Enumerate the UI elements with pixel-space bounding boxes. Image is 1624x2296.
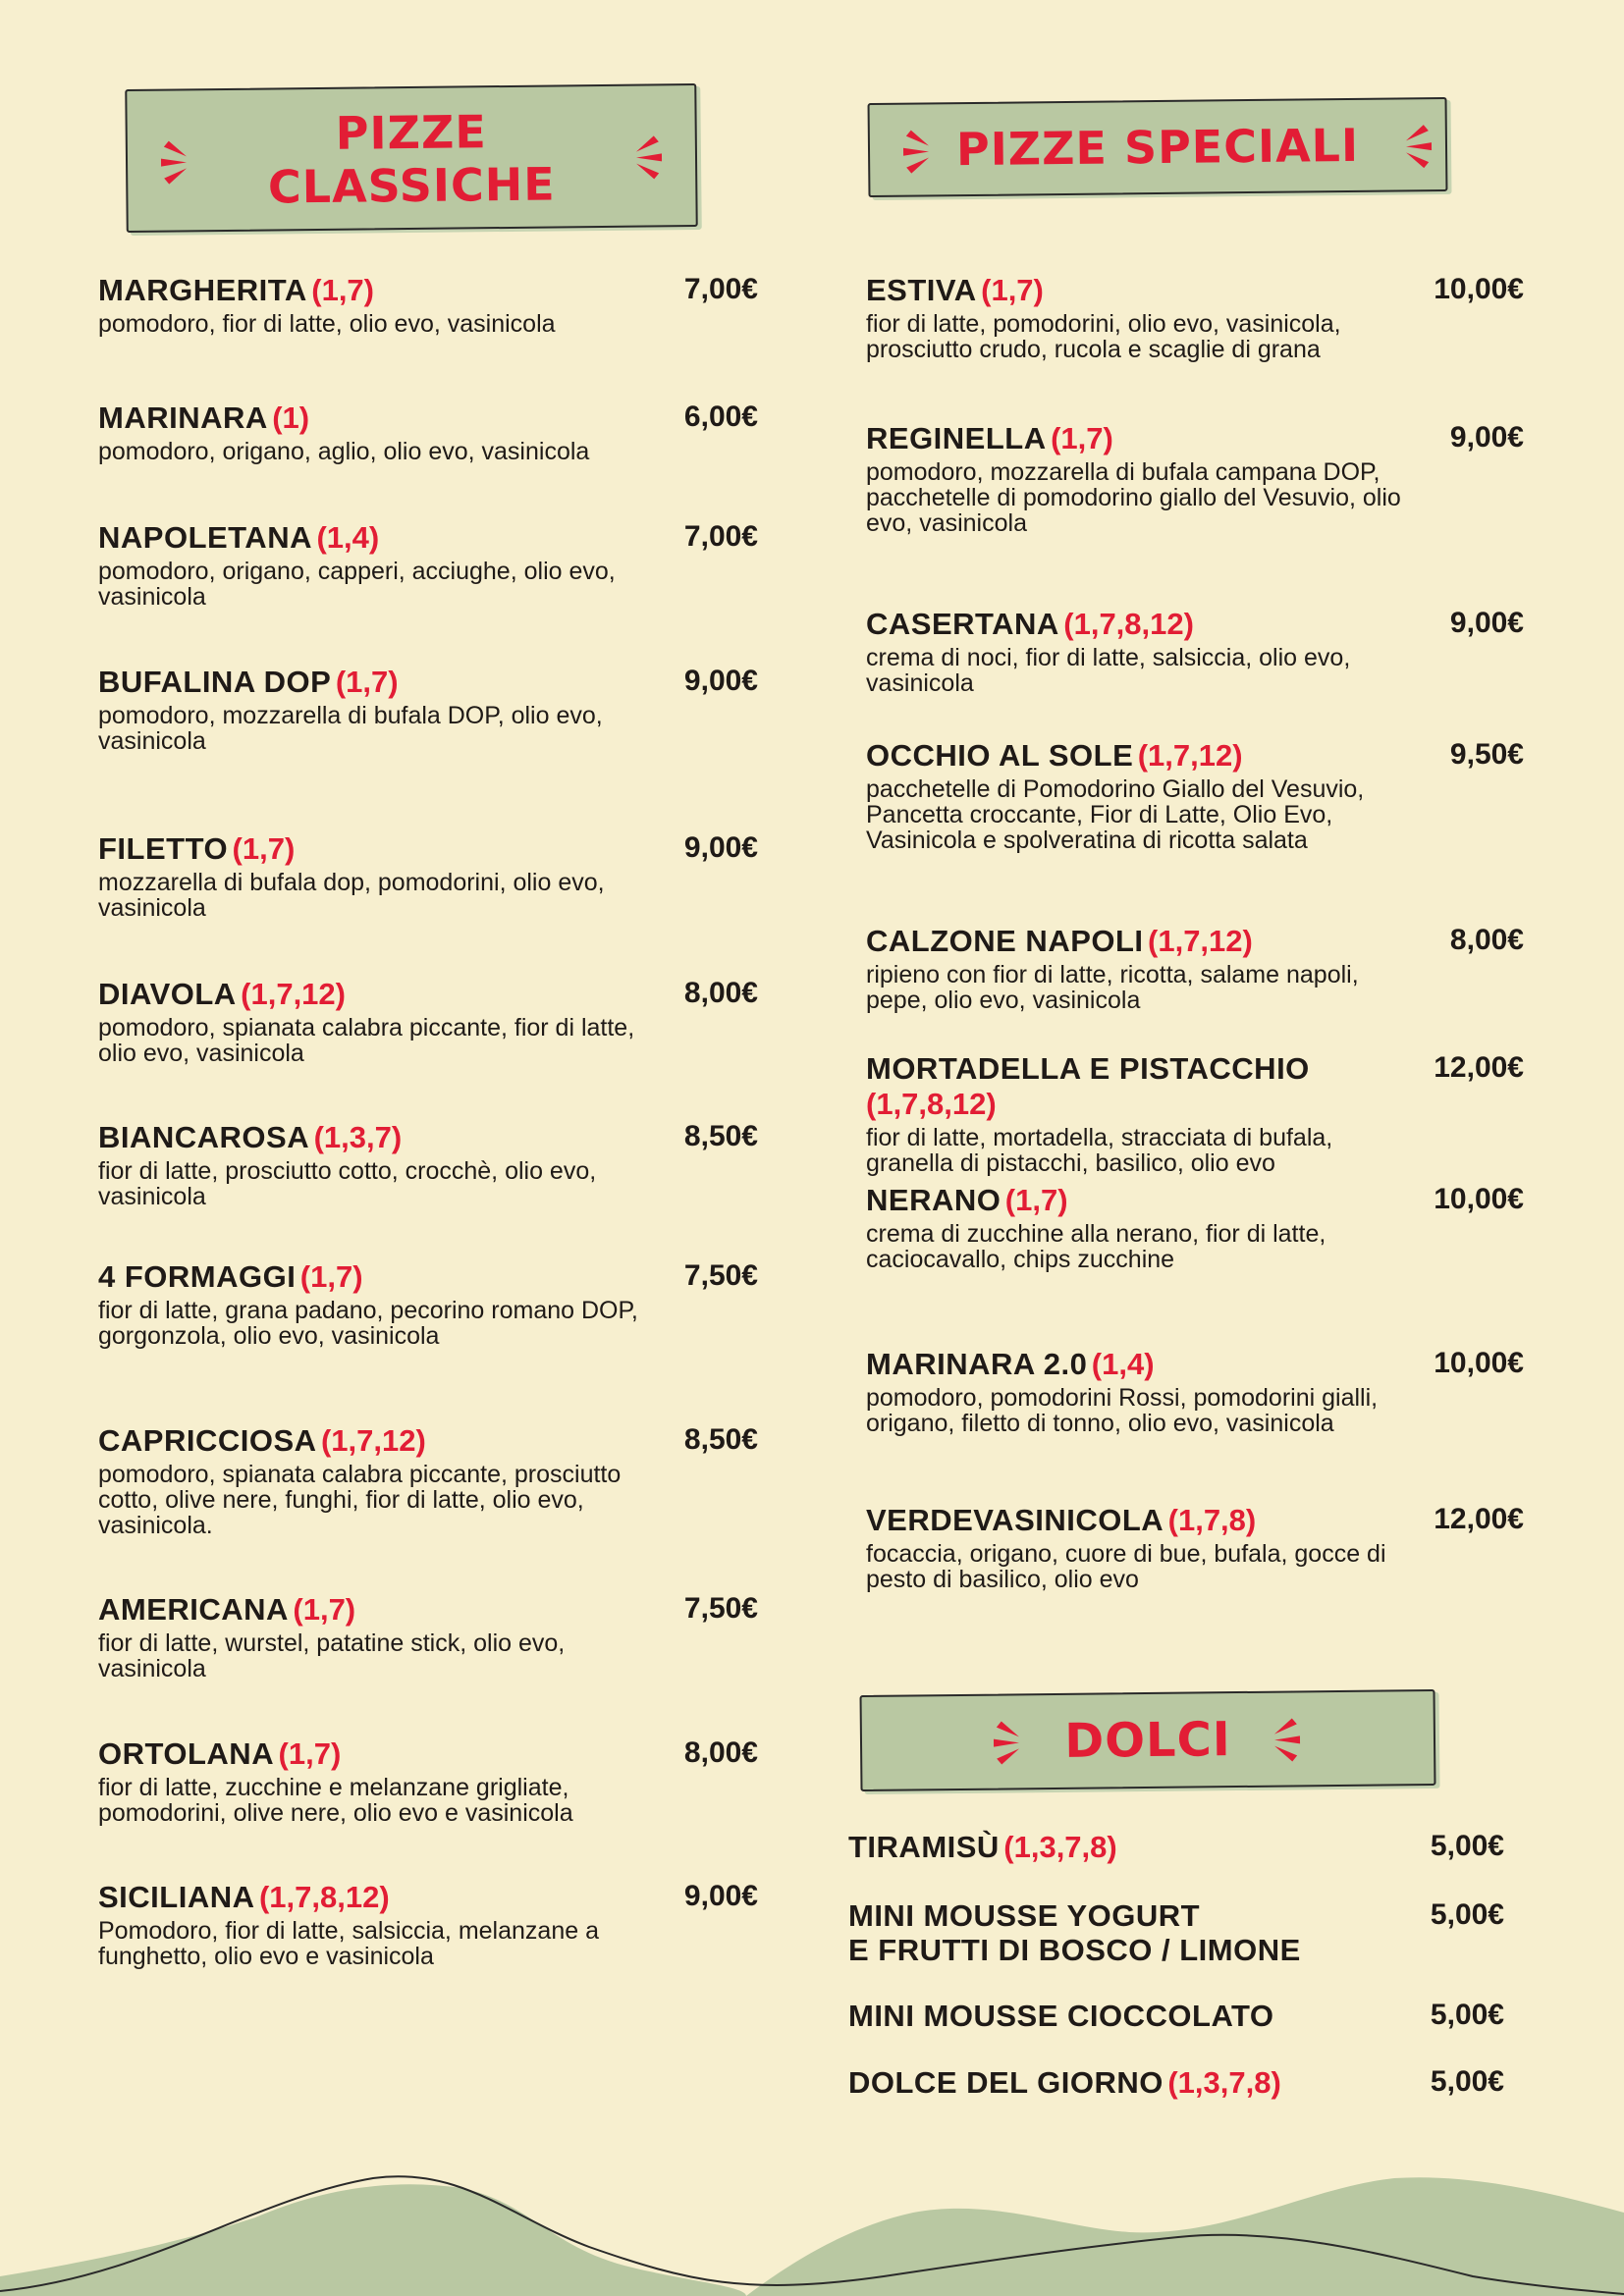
item-name: MARINARA 2.0 (866, 1347, 1088, 1381)
burst-right-icon (1396, 119, 1436, 174)
item-title-line (98, 977, 663, 1012)
item-allergens: (1,7,12) (320, 1423, 426, 1458)
item-name: REGINELLA (866, 421, 1047, 455)
item-title-line (866, 1183, 1416, 1218)
item-description: pomodoro, origano, capperi, acciughe, olio evo, vasinicola (98, 558, 616, 611)
dessert-price: 5,00€ (1430, 1898, 1504, 1931)
menu-item (866, 273, 1524, 362)
item-title-line (98, 1120, 663, 1155)
item-allergens: (1,7) (1004, 1183, 1068, 1217)
item-price: 12,00€ (1434, 1051, 1524, 1084)
burst-right-icon (1265, 1712, 1305, 1767)
item-title-line (98, 520, 663, 556)
item-name: NERANO (866, 1183, 1001, 1217)
section-title-classiche (127, 103, 695, 215)
item-description: fior di latte, wurstel, patatine stick, olio evo, vasinicola (98, 1629, 566, 1682)
item-price: 7,00€ (683, 520, 758, 553)
dessert-item (848, 1999, 1504, 2033)
item-title-line (98, 831, 663, 867)
item-name: AMERICANA (98, 1592, 289, 1627)
item-allergens: (1,4) (316, 520, 380, 555)
item-allergens: (1,7) (335, 665, 399, 699)
item-description: pomodoro, spianata calabra piccante, fior di latte, olio evo, vasinicola (98, 1014, 635, 1067)
menu-item (98, 1592, 758, 1682)
item-description: pomodoro, fior di latte, olio evo, vasinicola (98, 310, 556, 338)
item-price: 9,00€ (683, 831, 758, 864)
item-price: 8,50€ (683, 1120, 758, 1152)
title-line-2: CLASSICHE (267, 157, 556, 214)
banner-pizze-speciali (868, 97, 1448, 197)
item-description: fior di latte, prosciutto cotto, crocchè, olio evo, vasinicola (98, 1157, 597, 1210)
item-description: crema di zucchine alla nerano, fior di latte, caciocavallo, chips zucchine (866, 1220, 1326, 1273)
item-name: SICILIANA (98, 1880, 255, 1914)
item-allergens: (1,7,12) (1137, 738, 1243, 773)
item-allergens: (1,4) (1091, 1347, 1155, 1381)
item-price: 9,00€ (683, 665, 758, 697)
item-price: 6,00€ (683, 400, 758, 433)
section-title-dolci: DOLCI (1064, 1712, 1231, 1769)
burst-left-icon (157, 134, 197, 189)
item-allergens: (1,7) (278, 1736, 342, 1771)
item-title-line (866, 607, 1416, 642)
item-name: MARINARA (98, 400, 268, 435)
menu-item (98, 1423, 758, 1538)
menu-item (866, 1503, 1524, 1592)
item-name: BUFALINA DOP (98, 665, 332, 699)
menu-item (98, 1736, 758, 1826)
menu-item (866, 924, 1524, 1013)
item-allergens: (1,7,8,12) (866, 1087, 997, 1121)
dessert-item (848, 1898, 1504, 1967)
item-allergens: (1,7) (981, 273, 1044, 307)
item-allergens: (1,7,12) (1148, 924, 1253, 958)
item-name: 4 FORMAGGI (98, 1259, 297, 1294)
item-title-line (866, 924, 1416, 959)
item-allergens: (1,7,8,12) (1063, 607, 1194, 641)
menu-item (98, 400, 758, 464)
item-price: 7,00€ (683, 273, 758, 305)
item-title-line (866, 421, 1416, 456)
item-price: 8,00€ (683, 977, 758, 1009)
item-name: MARGHERITA (98, 273, 307, 307)
item-description: Pomodoro, fior di latte, salsiccia, melanzane a funghetto, olio evo e vasinicola (98, 1917, 599, 1970)
dessert-price: 5,00€ (1430, 2065, 1504, 2098)
item-description: fior di latte, grana padano, pecorino romano DOP, gorgonzola, olio evo, vasinicola (98, 1297, 638, 1350)
item-allergens: (1,7) (293, 1592, 356, 1627)
item-description: mozzarella di bufala dop, pomodorini, olio evo, vasinicola (98, 869, 605, 922)
menu-item (98, 1120, 758, 1209)
item-description: pacchetelle di Pomodorino Giallo del Vesuvio, Pancetta croccante, Fior di Latte, Olio Evo, Vasinicola e spolveratina di ricotta salata (866, 775, 1365, 854)
item-description: focaccia, origano, cuore di bue, bufala, gocce di pesto di basilico, olio evo (866, 1540, 1386, 1593)
item-title-line (98, 400, 663, 436)
item-price: 8,50€ (683, 1423, 758, 1456)
item-title-line (866, 738, 1416, 774)
item-description: pomodoro, origano, aglio, olio evo, vasinicola (98, 438, 590, 465)
item-description: pomodoro, pomodorini Rossi, pomodorini gialli, origano, filetto di tonno, olio evo, vasinicola (866, 1384, 1379, 1437)
item-title-line (98, 1423, 663, 1459)
menu-item (866, 1347, 1524, 1436)
dessert-allergens: (1,3,7,8) (1167, 2065, 1281, 2100)
item-title-line (866, 1503, 1416, 1538)
item-price: 9,00€ (683, 1880, 758, 1912)
item-name: ORTOLANA (98, 1736, 275, 1771)
burst-left-icon (899, 124, 940, 179)
item-price: 9,00€ (1449, 421, 1524, 454)
item-title-line (98, 1880, 663, 1915)
item-allergens: (1,7,8) (1167, 1503, 1257, 1537)
decorative-hills (0, 2159, 1624, 2296)
menu-item (866, 607, 1524, 696)
item-price: 12,00€ (1434, 1503, 1524, 1535)
item-allergens: (1,7) (311, 273, 374, 307)
item-price: 7,50€ (683, 1259, 758, 1292)
item-name: FILETTO (98, 831, 229, 866)
item-description: fior di latte, pomodorini, olio evo, vasinicola, prosciutto crudo, rucola e scaglie di grana (866, 310, 1341, 363)
dessert-allergens: (1,3,7,8) (1003, 1830, 1117, 1864)
menu-item (866, 1051, 1524, 1176)
item-name: NAPOLETANA (98, 520, 312, 555)
burst-right-icon (626, 130, 667, 185)
dessert-price: 5,00€ (1430, 1830, 1504, 1862)
dessert-name-line-2: E FRUTTI DI BOSCO / LIMONE (848, 1933, 1301, 1967)
section-title-speciali: PIZZE SPECIALI (955, 118, 1360, 177)
item-allergens: (1,7,8,12) (258, 1880, 390, 1914)
item-description: crema di noci, fior di latte, salsiccia, olio evo, vasinicola (866, 644, 1351, 697)
item-allergens: (1,7) (299, 1259, 363, 1294)
dessert-item (848, 1830, 1504, 1865)
item-price: 9,50€ (1449, 738, 1524, 771)
item-price: 10,00€ (1434, 1347, 1524, 1379)
item-name: CAPRICCIOSA (98, 1423, 317, 1458)
item-title-line (98, 1259, 663, 1295)
menu-item (98, 977, 758, 1066)
item-price: 10,00€ (1434, 273, 1524, 305)
menu-item (866, 421, 1524, 536)
burst-left-icon (990, 1715, 1030, 1770)
item-price: 9,00€ (1449, 607, 1524, 639)
dessert-price: 5,00€ (1430, 1999, 1504, 2031)
item-allergens: (1,7,12) (241, 977, 346, 1011)
menu-item (98, 273, 758, 337)
item-name: CALZONE NAPOLI (866, 924, 1144, 958)
item-title-line (98, 1592, 663, 1628)
item-name: ESTIVA (866, 273, 977, 307)
menu-item (98, 665, 758, 754)
item-allergens: (1,3,7) (313, 1120, 403, 1154)
item-allergens: (1) (272, 400, 310, 435)
dessert-name: DOLCE DEL GIORNO (848, 2065, 1164, 2100)
title-line-1: PIZZE (335, 105, 487, 160)
item-price: 8,00€ (683, 1736, 758, 1769)
item-title-line (866, 273, 1416, 308)
item-price: 10,00€ (1434, 1183, 1524, 1215)
menu-item (866, 738, 1524, 853)
dessert-name: MINI MOUSSE CIOCCOLATO (848, 1999, 1274, 2033)
item-title-line (98, 273, 663, 308)
item-price: 7,50€ (683, 1592, 758, 1625)
item-name: DIAVOLA (98, 977, 237, 1011)
item-description: pomodoro, mozzarella di bufala campana DOP, pacchetelle di pomodorino giallo del Vesuvio, olio evo, vasinicola (866, 458, 1401, 537)
dessert-name: MINI MOUSSE YOGURT (848, 1898, 1201, 1933)
item-title-line (98, 665, 663, 700)
dessert-name: TIRAMISÙ (848, 1830, 1000, 1864)
item-price: 8,00€ (1449, 924, 1524, 956)
dessert-item (848, 2065, 1504, 2101)
banner-dolci (860, 1689, 1436, 1791)
menu-item (98, 1880, 758, 1969)
item-name: BIANCAROSA (98, 1120, 310, 1154)
banner-pizze-classiche (125, 83, 697, 233)
item-description: ripieno con fior di latte, ricotta, salame napoli, pepe, olio evo, vasinicola (866, 961, 1359, 1014)
item-name: CASERTANA (866, 607, 1059, 641)
item-title-line (98, 1736, 663, 1772)
item-description: fior di latte, mortadella, stracciata di bufala, granella di pistacchi, basilico, olio evo (866, 1124, 1333, 1177)
item-title-line (866, 1051, 1416, 1122)
item-description: pomodoro, spianata calabra piccante, prosciutto cotto, olive nere, funghi, fior di latte, olio evo, vasinicola. (98, 1461, 622, 1539)
menu-item (98, 1259, 758, 1349)
item-description: fior di latte, zucchine e melanzane grigliate, pomodorini, olive nere, olio evo e vasinicola (98, 1774, 573, 1827)
menu-item (98, 831, 758, 921)
item-name: VERDEVASINICOLA (866, 1503, 1164, 1537)
menu-item (866, 1183, 1524, 1272)
item-name: OCCHIO AL SOLE (866, 738, 1134, 773)
item-allergens: (1,7) (1051, 421, 1113, 455)
item-description: pomodoro, mozzarella di bufala DOP, olio evo, vasinicola (98, 702, 603, 755)
item-allergens: (1,7) (232, 831, 296, 866)
item-title-line (866, 1347, 1416, 1382)
item-name: MORTADELLA E PISTACCHIO (866, 1051, 1310, 1086)
menu-item (98, 520, 758, 610)
